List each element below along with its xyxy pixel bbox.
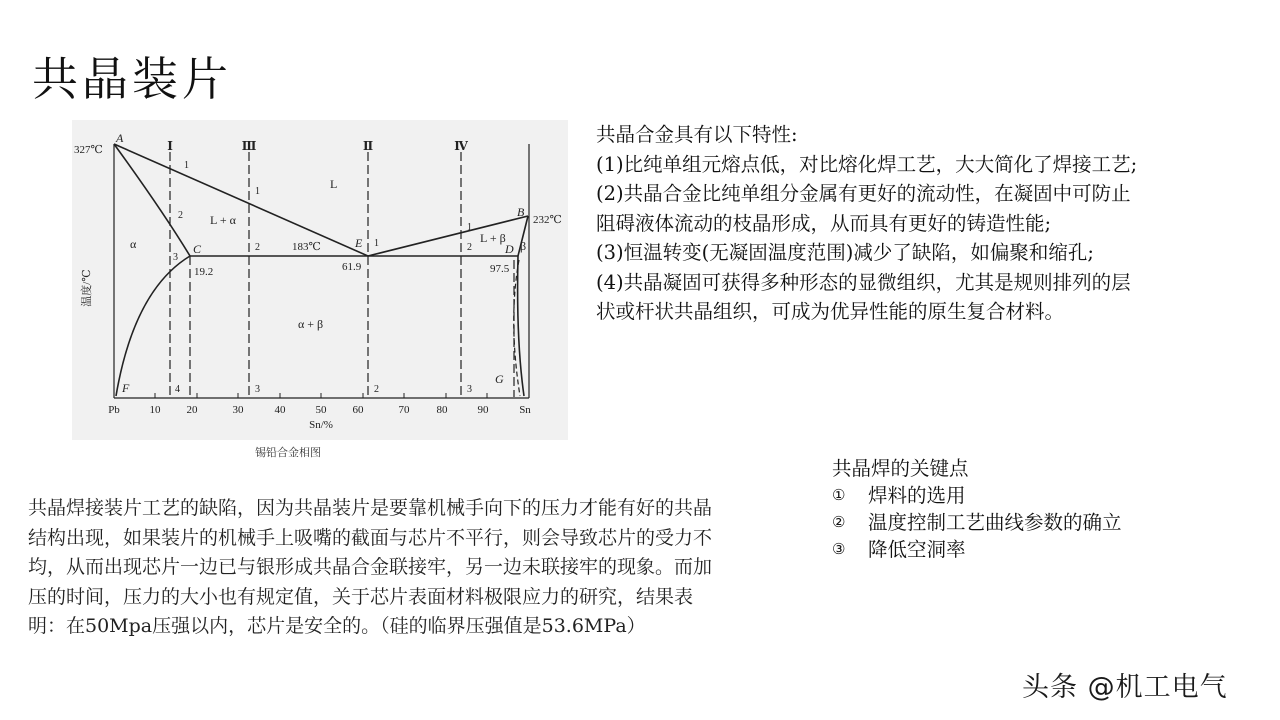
comp-label-c: 19.2 — [194, 266, 214, 278]
temp-label-sn: 232℃ — [533, 214, 562, 226]
phase-diagram — [72, 120, 568, 440]
x-tick-marks — [155, 393, 487, 398]
x-tick-label: 60 — [352, 404, 364, 416]
temp-label-pb: 327℃ — [74, 144, 103, 156]
region-label: α + β — [298, 317, 324, 331]
x-tick-label: 90 — [477, 404, 489, 416]
key-points-section — [832, 455, 1122, 563]
stage-num: 1 — [467, 222, 472, 233]
x-tick-label: 30 — [232, 404, 244, 416]
region-label: β — [520, 239, 527, 253]
liquidus-left — [114, 144, 368, 256]
key-point-item — [832, 482, 1122, 509]
region-label: α — [130, 237, 137, 251]
region-label: L + β — [480, 231, 506, 245]
stage-num: 2 — [255, 242, 260, 253]
point-label: D — [505, 242, 514, 256]
alloy-line-label: Ⅳ — [454, 139, 468, 153]
property-line: 阻碍液体流动的枝晶形成，从而具有更好的铸造性能; — [596, 211, 1052, 235]
point-label: A — [116, 131, 124, 145]
alloy-line-label: Ⅰ — [167, 139, 173, 153]
phase-diagram-svg — [72, 120, 568, 440]
x-tick-label: Pb — [108, 404, 120, 416]
stage-num: 3 — [255, 384, 260, 395]
alloy-line-label: Ⅱ — [362, 139, 374, 153]
key-points-heading: 共晶焊的关键点 — [832, 457, 969, 480]
x-tick-label: 10 — [149, 404, 161, 416]
point-label: F — [122, 381, 130, 395]
property-line: 状或杆状共晶组织，可成为优异性能的原生复合材料。 — [596, 300, 1065, 323]
x-tick-label: 50 — [315, 404, 327, 416]
properties-heading: 共晶合金具有以下特性: — [596, 123, 798, 146]
alloy-lines — [170, 152, 514, 397]
x-axis-label: Sn/% — [309, 419, 333, 431]
stage-num: 1 — [184, 160, 189, 171]
property-line: (4)共晶凝固可获得多种形态的显微组织，尤其是规则排列的层 — [596, 270, 1131, 294]
page-title: 共晶装片 — [32, 51, 232, 106]
point-label: G — [495, 372, 504, 386]
property-line: (1)比纯单组元熔点低，对比熔化焊工艺，大大简化了焊接工艺; — [596, 152, 1138, 176]
point-label: C — [193, 242, 202, 256]
key-point-text: 降低空洞率 — [868, 538, 966, 561]
temp-label-eutectic: 183℃ — [292, 241, 321, 253]
comp-label-d: 97.5 — [490, 263, 510, 275]
y-axis-label: 温度/℃ — [81, 269, 93, 307]
stage-num: 1 — [374, 238, 379, 249]
region-label: L — [330, 177, 338, 191]
phase-boundaries — [114, 144, 528, 396]
x-tick-label: 20 — [186, 404, 198, 416]
key-point-number: ③ — [832, 540, 846, 558]
key-point-item — [832, 536, 1122, 563]
stage-num: 2 — [467, 242, 472, 253]
comp-label-e: 61.9 — [342, 261, 362, 273]
stage-num: 2 — [374, 384, 379, 395]
x-tick-label: 70 — [398, 404, 410, 416]
stage-num: 1 — [255, 186, 260, 197]
x-tick-label: Sn — [519, 404, 531, 416]
point-label: E — [355, 236, 363, 250]
solvus-alpha — [116, 256, 190, 396]
stage-num: 4 — [175, 384, 180, 395]
stage-num: 3 — [467, 384, 472, 395]
key-point-item — [832, 509, 1122, 536]
x-tick-label: 40 — [274, 404, 286, 416]
solvus-beta — [518, 256, 524, 396]
diagram-caption: 锡铅合金相图 — [255, 446, 321, 459]
point-label: B — [517, 205, 525, 219]
key-point-text: 温度控制工艺曲线参数的确立 — [868, 511, 1122, 534]
defects-paragraph: 共晶焊接装片工艺的缺陷，因为共晶装片是要靠机械手向下的压力才能有好的共晶结构出现，如果装片的机械手上吸嘴的截面与芯片不平行，则会导致芯片的受力不均，从而出现芯片一边已与银形成共晶合金联接牢，另一边未联接牢的现象。而加压的时间，压力的大小也有规定值，关于芯片表面材料极限应力的研究，结果表明：在50Mpa压强以内，芯片是安全的。（硅的临界压强值是53.6MPa） — [28, 497, 713, 637]
key-point-number: ② — [832, 513, 846, 531]
alloy-line-label: Ⅲ — [241, 139, 257, 153]
x-tick-label: 80 — [436, 404, 448, 416]
properties-section — [596, 120, 1266, 327]
stage-num: 2 — [178, 210, 183, 221]
property-line: (2)共晶合金比纯单组分金属有更好的流动性，在凝固中可防止 — [596, 182, 1131, 205]
stage-num: 3 — [173, 252, 178, 263]
property-line: (3)恒温转变(无凝固温度范围)减少了缺陷，如偏聚和缩孔; — [596, 241, 1094, 264]
region-label: L + α — [210, 213, 236, 227]
watermark: 头条 @机工电气 — [1022, 672, 1228, 703]
key-point-number: ① — [832, 486, 846, 504]
key-point-text: 焊料的选用 — [868, 484, 966, 507]
